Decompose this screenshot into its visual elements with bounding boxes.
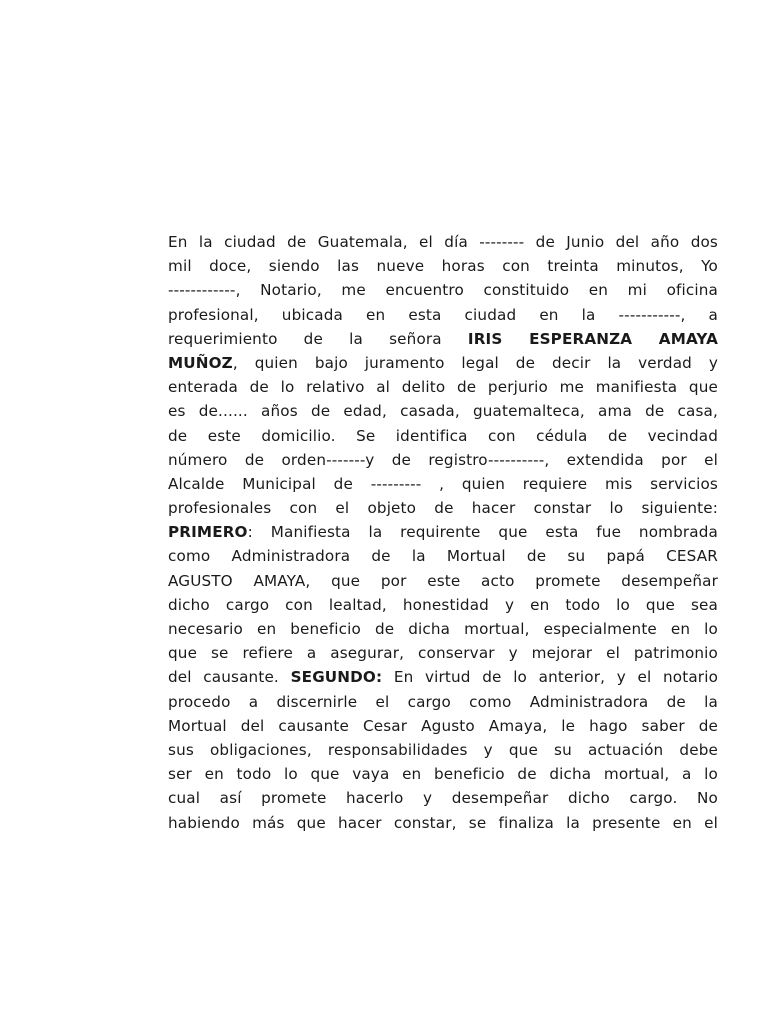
document-line (168, 811, 718, 835)
document-line (168, 665, 718, 689)
document-line (168, 762, 718, 786)
document-line (168, 641, 718, 665)
document-body (168, 230, 718, 835)
text-run: En la ciudad de Guatemala, el día -------- de Junio del año dos (168, 233, 718, 251)
document-line (168, 738, 718, 762)
document-line (168, 569, 718, 593)
text-run: es de...... años de edad, casada, guatemalteca, ama de casa, (168, 402, 718, 421)
document-line (168, 496, 718, 520)
text-run: sus obligaciones, responsabilidades y que su actuación debe (168, 740, 718, 759)
document-line (168, 375, 718, 399)
document-line (168, 278, 718, 302)
text-run: ser en todo lo que vaya en beneficio de dicha mortual, a lo (168, 765, 718, 784)
document-line (168, 593, 718, 617)
bold-text-run: MUÑOZ (168, 353, 233, 372)
text-run: profesionales con el objeto de hacer constar lo siguiente: (168, 499, 718, 518)
text-run: de este domicilio. Se identifica con cédula de vecindad (168, 426, 718, 445)
document-line (168, 617, 718, 641)
text-run: Alcalde Municipal de --------- , quien requiere mis servicios (168, 474, 718, 493)
text-run: procedo a discernirle el cargo como Administradora de la (168, 692, 718, 711)
document-line (168, 303, 718, 327)
bold-text-run: PRIMERO (168, 523, 248, 542)
bold-text-run: SEGUNDO: (290, 668, 383, 687)
text-run: del causante. (168, 668, 291, 687)
text-run: AGUSTO AMAYA, que por este acto promete desempeñar (168, 571, 718, 590)
document-line (168, 786, 718, 810)
text-run: como Administradora de la Mortual de su papá CESAR (168, 547, 718, 566)
document-line (168, 472, 718, 496)
text-run: mil doce, siendo las nueve horas con treinta minutos, Yo (168, 257, 718, 276)
document-line (168, 424, 718, 448)
text-run: : Manifiesta la requirente que esta fue nombrada (247, 523, 718, 542)
text-run: cual así promete hacerlo y desempeñar dicho cargo. No (168, 789, 718, 808)
document-line (168, 544, 718, 568)
document-line (168, 448, 718, 472)
text-run: número de orden-------y de registro----------, extendida por el (168, 450, 718, 469)
text-run: requerimiento de la señora (168, 329, 468, 348)
text-run: , quien bajo juramento legal de decir la verdad y (232, 353, 718, 372)
document-line (168, 254, 718, 278)
text-run: necesario en beneficio de dicha mortual, especialmente en lo (168, 620, 718, 638)
document-line (168, 520, 718, 544)
document-line (168, 399, 718, 423)
text-run: habiendo más que hacer constar, se finaliza la presente en el (168, 813, 718, 832)
document-line (168, 230, 718, 254)
text-run: enterada de lo relativo al delito de perjurio me manifiesta que (168, 378, 718, 397)
document-line (168, 351, 718, 375)
text-run: dicho cargo con lealtad, honestidad y en todo lo que sea (168, 595, 718, 614)
document-line (168, 327, 718, 351)
document-line (168, 714, 718, 738)
bold-text-run: IRIS ESPERANZA AMAYA (467, 329, 718, 348)
text-run: Mortual del causante Cesar Agusto Amaya, le hago saber de (168, 716, 718, 735)
text-run: En virtud de lo anterior, y el notario (382, 668, 719, 687)
text-run: que se refiere a asegurar, conservar y mejorar el patrimonio (168, 644, 718, 663)
text-run: profesional, ubicada en esta ciudad en la -----------, a (168, 305, 718, 324)
document-line (168, 690, 718, 714)
text-run: ------------, Notario, me encuentro constituido en mi oficina (168, 281, 718, 300)
